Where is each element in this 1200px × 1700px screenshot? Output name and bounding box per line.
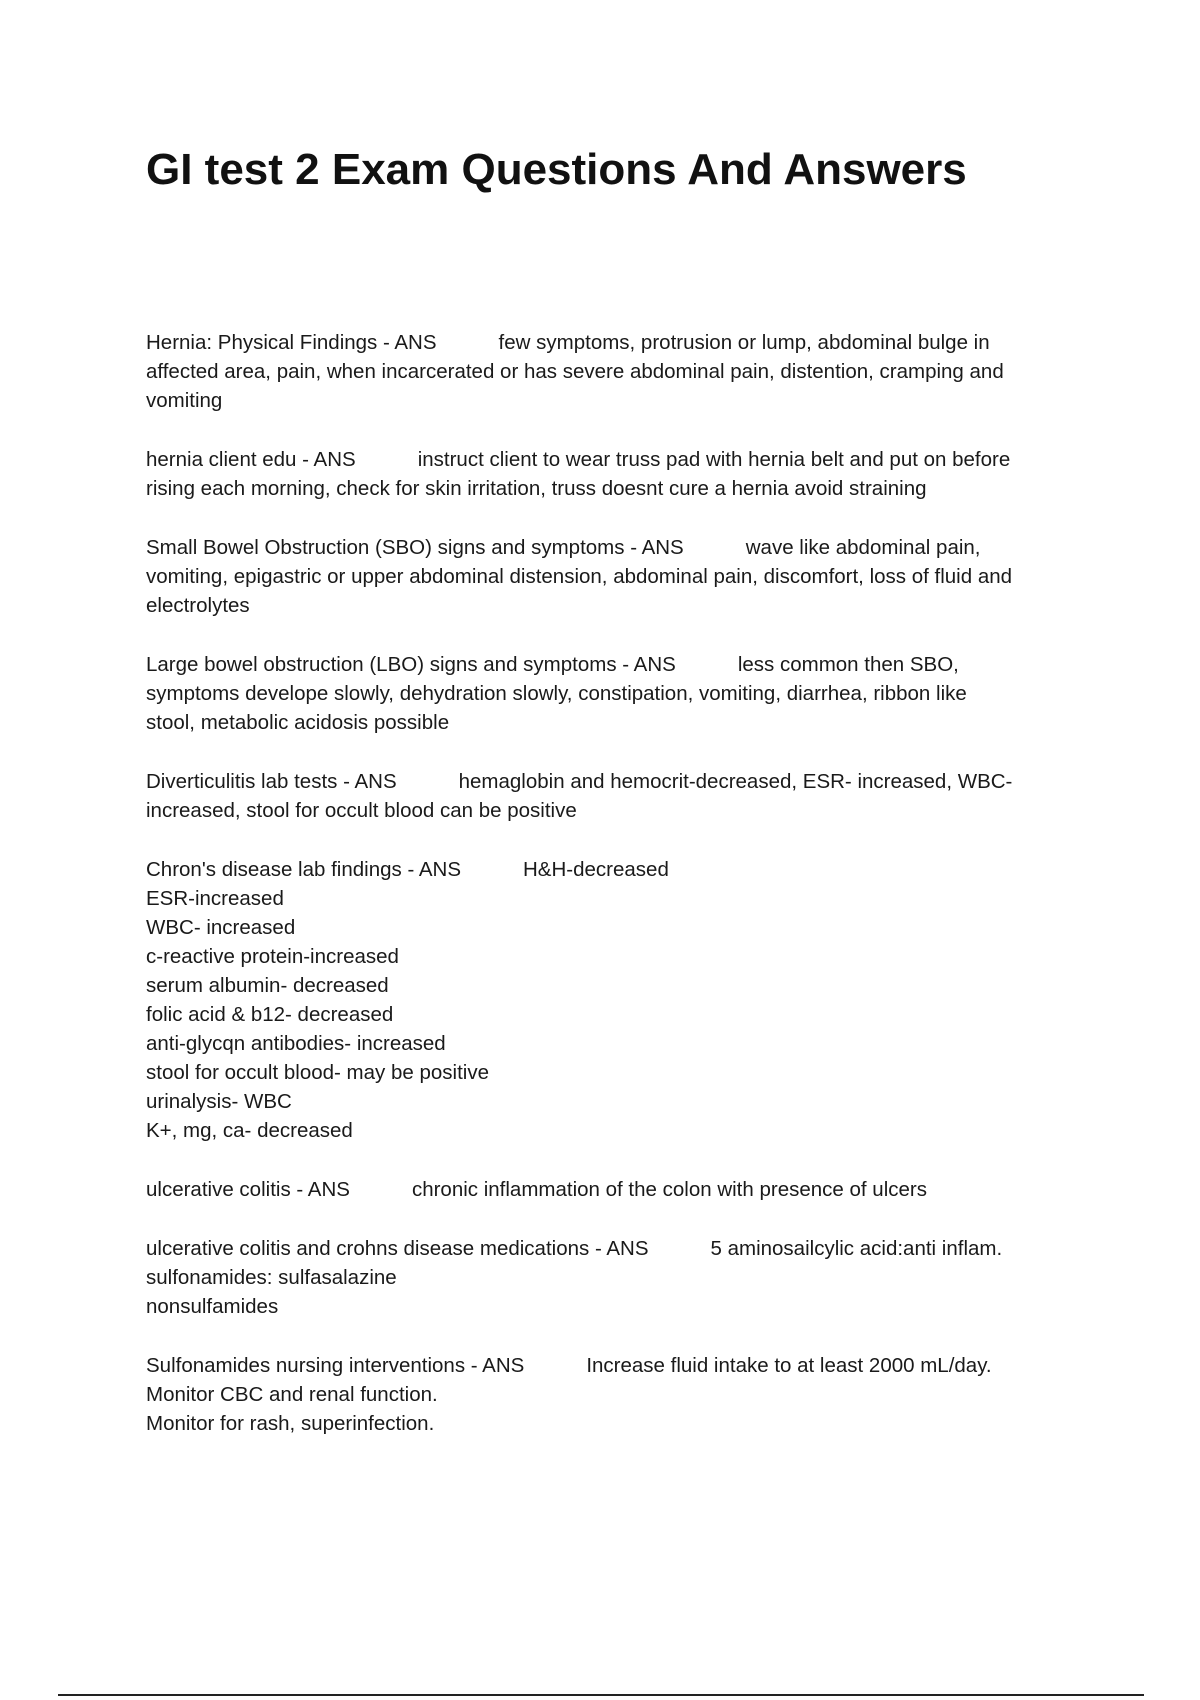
qa-line (146, 445, 1091, 474)
question-text: Large bowel obstruction (LBO) signs and symptoms - ANS (146, 653, 676, 676)
answer-text: hemaglobin and hemocrit-decreased, ESR- increased, WBC- (458, 770, 1013, 793)
answer-continuation: stool for occult blood- may be positive (146, 1061, 489, 1084)
document-title: GI test 2 Exam Questions And Answers (146, 145, 967, 194)
answer-continuation: increased, stool for occult blood can be positive (146, 799, 577, 822)
answer-text: 5 aminosailcylic acid:anti inflam. (710, 1237, 1003, 1260)
qa-item (146, 855, 1091, 1145)
question-text: ulcerative colitis - ANS (146, 1178, 350, 1201)
question-text: Hernia: Physical Findings - ANS (146, 331, 437, 354)
question-text: Chron's disease lab findings - ANS (146, 858, 461, 881)
question-text: Sulfonamides nursing interventions - ANS (146, 1354, 525, 1377)
qa-item (146, 1234, 1091, 1321)
question-text: Small Bowel Obstruction (SBO) signs and symptoms - ANS (146, 536, 684, 559)
qa-line (146, 1175, 1091, 1204)
answer-continuation: Monitor CBC and renal function. (146, 1383, 438, 1406)
answer-continuation: K+, mg, ca- decreased (146, 1119, 353, 1142)
qa-line (146, 855, 1091, 884)
footer-divider (58, 1694, 1144, 1696)
answer-continuation: rising each morning, check for skin irritation, truss doesnt cure a hernia avoid straining (146, 477, 927, 500)
answer-continuation: ESR-increased (146, 887, 284, 910)
answer-continuation: anti-glycqn antibodies- increased (146, 1032, 446, 1055)
qa-item (146, 767, 1091, 825)
question-text: hernia client edu - ANS (146, 448, 356, 471)
answer-continuation: electrolytes (146, 594, 250, 617)
qa-item (146, 1175, 1091, 1204)
qa-line (146, 650, 1091, 679)
answer-continuation: serum albumin- decreased (146, 974, 389, 997)
answer-text: few symptoms, protrusion or lump, abdominal bulge in (498, 331, 990, 354)
answer-continuation: WBC- increased (146, 916, 296, 939)
answer-text: instruct client to wear truss pad with hernia belt and put on before (417, 448, 1011, 471)
question-text: Diverticulitis lab tests - ANS (146, 770, 397, 793)
answer-text: Increase fluid intake to at least 2000 mL/day. (586, 1354, 992, 1377)
qa-line (146, 1234, 1091, 1263)
answer-continuation: c-reactive protein-increased (146, 945, 399, 968)
answer-continuation: vomiting (146, 389, 223, 412)
qa-line (146, 767, 1091, 796)
qa-line (146, 1351, 1091, 1380)
answer-continuation: symptoms develope slowly, dehydration slowly, constipation, vomiting, diarrhea, ribbon like (146, 682, 967, 705)
answer-continuation: affected area, pain, when incarcerated or has severe abdominal pain, distention, cramping and (146, 360, 1004, 383)
answer-continuation: sulfonamides: sulfasalazine (146, 1266, 397, 1289)
answer-text: less common then SBO, (737, 653, 959, 676)
answer-text: wave like abdominal pain, (745, 536, 981, 559)
qa-line (146, 328, 1091, 357)
answer-text: chronic inflammation of the colon with presence of ulcers (411, 1178, 927, 1201)
qa-item (146, 533, 1091, 620)
answer-text: H&H-decreased (523, 858, 669, 881)
question-text: ulcerative colitis and crohns disease medications - ANS (146, 1237, 649, 1260)
qa-item (146, 445, 1091, 503)
qa-item (146, 650, 1091, 737)
answer-continuation: vomiting, epigastric or upper abdominal distension, abdominal pain, discomfort, loss of fluid and (146, 565, 1013, 588)
answer-continuation: urinalysis- WBC (146, 1090, 292, 1113)
answer-continuation: nonsulfamides (146, 1295, 279, 1318)
qa-line (146, 533, 1091, 562)
qa-item (146, 328, 1091, 415)
answer-continuation: stool, metabolic acidosis possible (146, 711, 450, 734)
qa-item (146, 1351, 1091, 1438)
qa-list (146, 328, 1091, 1468)
answer-continuation: folic acid & b12- decreased (146, 1003, 394, 1026)
answer-continuation: Monitor for rash, superinfection. (146, 1412, 435, 1435)
